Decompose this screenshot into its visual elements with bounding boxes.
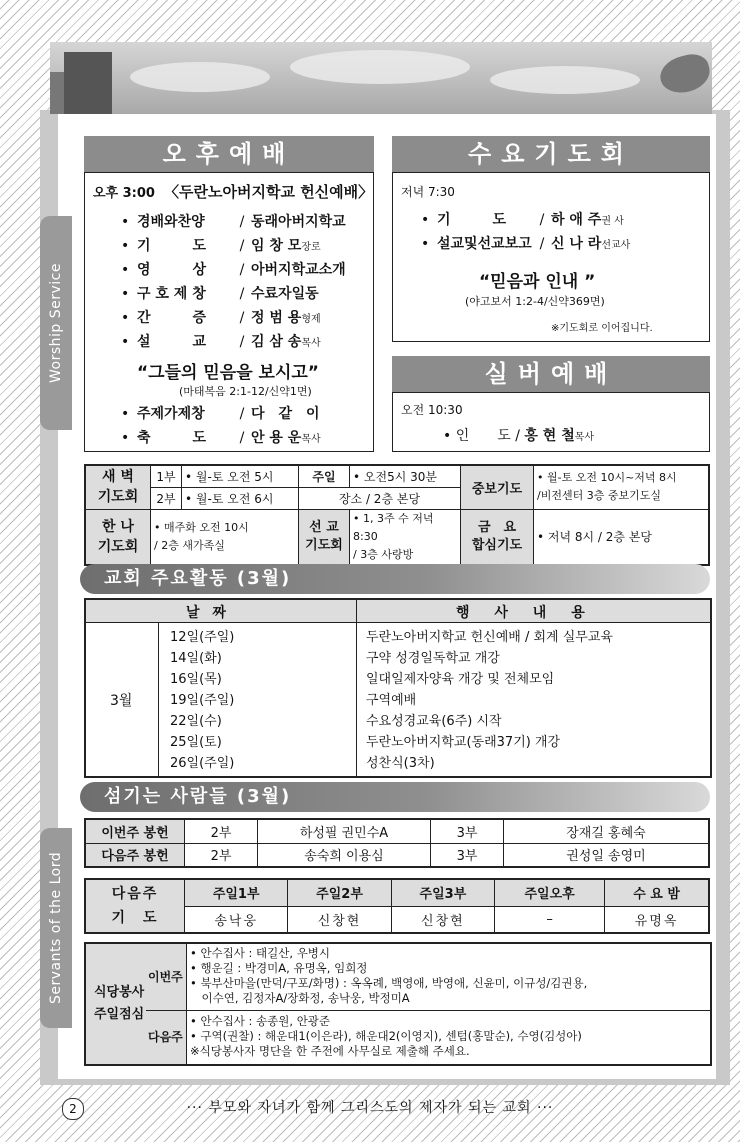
wednesday-time: 저녁 7:30 xyxy=(401,185,455,199)
offering-table xyxy=(84,818,710,868)
prayer-duty-label-2: 기 도 xyxy=(111,910,159,926)
order-title: 형제 xyxy=(301,314,321,325)
order-item xyxy=(121,283,319,303)
hana-label: 한 나 xyxy=(102,518,134,535)
bullet: • xyxy=(121,238,130,254)
silver-role: 인 도 xyxy=(455,428,511,444)
sunday-time: • 오전5시 30분 xyxy=(350,465,461,487)
afternoon-time: 오후 3:00 xyxy=(93,186,155,201)
activity-event: 구약 성경일독학교 개강 xyxy=(366,651,500,666)
activities-title: 교회 주요활동 (3월) xyxy=(80,564,710,594)
bullet: • xyxy=(121,334,130,350)
order-name: 김 삼 송 xyxy=(251,334,302,350)
wednesday-note: ※기도회로 이어집니다. xyxy=(551,323,653,334)
prayer-name: 신창현 xyxy=(288,906,391,933)
wednesday-sermon-ref: (야고보서 1:2-4/신약369면) xyxy=(465,295,605,308)
order-role: 간 증 xyxy=(137,310,207,326)
dawn-label: 새 벽 xyxy=(102,469,134,486)
silver-title: 목사 xyxy=(574,432,595,443)
dawn-part1-time: • 월-토 오전 5시 xyxy=(182,465,299,487)
order-name: 신 나 라 xyxy=(551,236,602,252)
activity-event: 구역예배 xyxy=(366,693,417,708)
dawn-part2-time: • 월-토 오전 6시 xyxy=(182,487,299,509)
order-name: 아버지학교소개 xyxy=(251,262,346,278)
afternoon-sermon-title: “그들의 믿음을 보시고” xyxy=(137,363,319,383)
prayer-col-header: 주일1부 xyxy=(185,879,288,906)
prayer-meeting-table xyxy=(84,464,710,566)
friday-label: 금 요 xyxy=(477,519,517,535)
mission-label: 선 교 xyxy=(309,519,339,535)
separator: / xyxy=(539,236,545,252)
silver-header: 실버예배 xyxy=(392,356,710,392)
offering-part: 2부 xyxy=(185,819,258,843)
servants-title: 섬기는 사람들 (3월) xyxy=(80,782,710,812)
activity-date: 19일(주일) xyxy=(170,693,235,708)
building-image xyxy=(64,52,112,114)
prayer-name: 송낙웅 xyxy=(185,906,288,933)
prayer-col-header: 수 요 밤 xyxy=(605,879,709,906)
silver-time: 오전 10:30 xyxy=(401,403,463,417)
separator: / xyxy=(239,430,245,446)
heart-island-image xyxy=(656,50,712,98)
separator: / xyxy=(539,212,545,228)
order-role: 기 도 xyxy=(137,238,207,254)
offering-part: 2부 xyxy=(185,843,258,867)
hana-place: / 2층 새가족실 xyxy=(154,538,225,552)
wednesday-box xyxy=(392,172,710,342)
activity-date: 14일(화) xyxy=(170,651,222,666)
intercede-label: 중보기도 xyxy=(461,465,534,509)
order-item xyxy=(421,233,630,253)
bullet: • xyxy=(121,430,130,446)
bullet: • xyxy=(421,212,430,228)
bullet: • xyxy=(121,286,130,302)
order-role: 기 도 xyxy=(437,212,507,228)
order-name: 하 애 주 xyxy=(551,212,602,228)
silver-leader: 홍 현 철 xyxy=(524,428,575,444)
order-title: 장로 xyxy=(301,242,321,253)
prayer-col-header: 주일2부 xyxy=(288,879,391,906)
activity-event: 두란노아버지학교 헌신예배 / 회계 실무교육 xyxy=(366,630,613,645)
order-role: 설 교 xyxy=(137,334,207,350)
dawn-part2: 2부 xyxy=(151,487,182,509)
activity-date: 12일(주일) xyxy=(170,630,235,645)
order-name: 안 용 운 xyxy=(251,430,302,446)
afternoon-header: 오후예배 xyxy=(84,136,374,172)
sunday-label: 주일 xyxy=(299,465,350,487)
offering-this-week-label: 이번주 봉헌 xyxy=(85,819,185,843)
meal-label-1: 식당봉사 xyxy=(94,985,145,1000)
separator: / xyxy=(239,286,245,302)
mission-place: / 3층 사랑방 xyxy=(353,547,414,561)
order-title: 목사 xyxy=(301,338,321,349)
order-role: 경배와찬양 xyxy=(137,214,205,230)
order-item xyxy=(121,403,320,423)
wednesday-header: 수요기도회 xyxy=(392,136,710,172)
separator: / xyxy=(239,334,245,350)
activity-date: 16일(목) xyxy=(170,672,222,687)
separator: / xyxy=(239,406,245,422)
meal-line: • 구역(권찰) : 해운대1(이은라), 해운대2(이영지), 센텀(홍말순), 수영(김성아) xyxy=(190,1029,582,1043)
offering-part: 3부 xyxy=(431,819,504,843)
offering-next-week-label: 다음주 봉헌 xyxy=(85,843,185,867)
offering-names: 송숙희 이용심 xyxy=(258,843,431,867)
afternoon-sermon-ref: (마태복음 2:1-12/신약1면) xyxy=(179,385,312,398)
side-tab-worship: Worship Service xyxy=(40,216,72,430)
order-title: 목사 xyxy=(301,434,321,445)
offering-names: 권성일 송영미 xyxy=(504,843,710,867)
separator: / xyxy=(239,262,245,278)
bullet: • xyxy=(121,406,130,422)
prayer-duty-table xyxy=(84,878,710,934)
order-title: 권 사 xyxy=(601,216,624,227)
dawn-place: 장소 / 2층 본당 xyxy=(299,487,461,509)
order-role: 주제가제창 xyxy=(137,406,205,422)
separator: / xyxy=(239,214,245,230)
friday-time: • 저녁 8시 / 2층 본당 xyxy=(534,509,710,565)
order-role: 축 도 xyxy=(137,430,207,446)
activities-table xyxy=(84,598,712,778)
this-week-lines xyxy=(190,946,587,1006)
prayer-col-header: 주일오후 xyxy=(495,879,605,906)
afternoon-box xyxy=(84,172,374,452)
intercede-place: /비전센터 3층 중보기도실 xyxy=(537,489,661,503)
activity-event: 수요성경교육(6주) 시작 xyxy=(366,714,502,729)
next-week-label: 다음주 xyxy=(148,1030,183,1044)
mission-label-2: 기도회 xyxy=(305,537,343,553)
order-item xyxy=(121,235,321,255)
activity-date: 25일(토) xyxy=(170,735,222,750)
col-event-header: 행 사 내 용 xyxy=(456,605,595,621)
bullet: • xyxy=(421,236,430,252)
prayer-name: 신창현 xyxy=(391,906,494,933)
order-item xyxy=(121,259,346,279)
next-week-lines xyxy=(190,1014,582,1059)
meal-line: • 안수집사 : 송종원, 안광준 xyxy=(190,1014,331,1028)
activity-date: 22일(수) xyxy=(170,714,222,729)
page-number: 2 xyxy=(62,1098,84,1120)
separator: / xyxy=(239,310,245,326)
meal-label-2: 주일점심 xyxy=(94,1007,145,1022)
order-item xyxy=(421,209,624,229)
order-name: 수료자일동 xyxy=(251,286,319,302)
prayer-name: – xyxy=(495,906,605,933)
dawn-label-2: 기도회 xyxy=(97,489,139,506)
order-role: 구 호 제 창 xyxy=(137,286,206,302)
meal-line: • 안수집사 : 태길산, 우병시 xyxy=(190,946,331,960)
order-item xyxy=(121,427,321,447)
header-banner xyxy=(50,42,712,114)
meal-line: ※식당봉사자 명단을 한 주전에 사무실로 제출해 주세요. xyxy=(190,1044,470,1058)
meal-service-box xyxy=(84,942,712,1066)
side-tab-servants: Servants of the Lord xyxy=(40,828,72,1028)
meal-label xyxy=(94,982,144,1026)
activity-event: 성찬식(3차) xyxy=(366,756,435,771)
activity-event: 두란노아버지학교(동래37기) 개강 xyxy=(366,735,561,750)
col-date-header: 날 짜 xyxy=(186,605,230,621)
offering-names: 장재길 홍혜숙 xyxy=(504,819,710,843)
order-title: 선교사 xyxy=(601,240,631,251)
intercede-time: • 월-토 오전 10시~저녁 8시 xyxy=(537,471,677,485)
prayer-col-header: 주일3부 xyxy=(391,879,494,906)
order-name: 정 범 용 xyxy=(251,310,302,326)
offering-part: 3부 xyxy=(431,843,504,867)
dawn-part1: 1부 xyxy=(151,465,182,487)
mission-time: • 1, 3주 수 저녁 8:30 xyxy=(353,511,434,543)
hana-time: • 매주화 오전 10시 xyxy=(154,520,249,534)
prayer-duty-label: 다음주 xyxy=(111,886,159,902)
offering-names: 하성필 권민수A xyxy=(258,819,431,843)
order-item xyxy=(121,331,321,351)
order-item xyxy=(121,307,321,327)
footer-motto: ··· 부모와 자녀가 함께 그리스도의 제자가 되는 교회 ··· xyxy=(186,1100,554,1116)
bullet: • xyxy=(121,214,130,230)
silver-box: 오전 10:30 • 인 도 / 홍 현 철목사 xyxy=(392,392,710,452)
wednesday-sermon-title: “믿음과 인내 ” xyxy=(479,272,596,292)
separator: / xyxy=(239,238,245,254)
order-role: 설교및선교보고 xyxy=(437,236,532,252)
meal-line: • 행운길 : 박경미A, 유명옥, 임희정 xyxy=(190,961,368,975)
activity-event: 일대일제자양육 개강 및 전체모임 xyxy=(366,672,555,687)
order-name: 동래아버지학교 xyxy=(251,214,346,230)
friday-label-2: 합심기도 xyxy=(471,537,523,553)
month-label: 3월 xyxy=(110,693,133,709)
bullet: • xyxy=(121,262,130,278)
prayer-name: 유명옥 xyxy=(605,906,709,933)
bullet: • xyxy=(121,310,130,326)
hana-label-2: 기도회 xyxy=(97,538,139,555)
separator: / xyxy=(515,428,520,444)
meal-line: 이수연, 김정자A/장화정, 송낙웅, 박정미A xyxy=(190,991,410,1005)
order-item xyxy=(121,211,346,231)
order-name: 다 같 이 xyxy=(251,406,320,422)
order-role: 영 상 xyxy=(137,262,207,278)
meal-line: • 북부산마을(만덕/구포/화명) : 옥옥례, 백영애, 박영애, 신윤미, 이규성/김권용, xyxy=(190,976,588,990)
order-name: 임 창 모 xyxy=(251,238,302,254)
afternoon-event: 〈두란노아버지학교 헌신예배〉 xyxy=(164,183,374,201)
this-week-label: 이번주 xyxy=(148,970,183,984)
activity-date: 26일(주일) xyxy=(170,756,235,771)
